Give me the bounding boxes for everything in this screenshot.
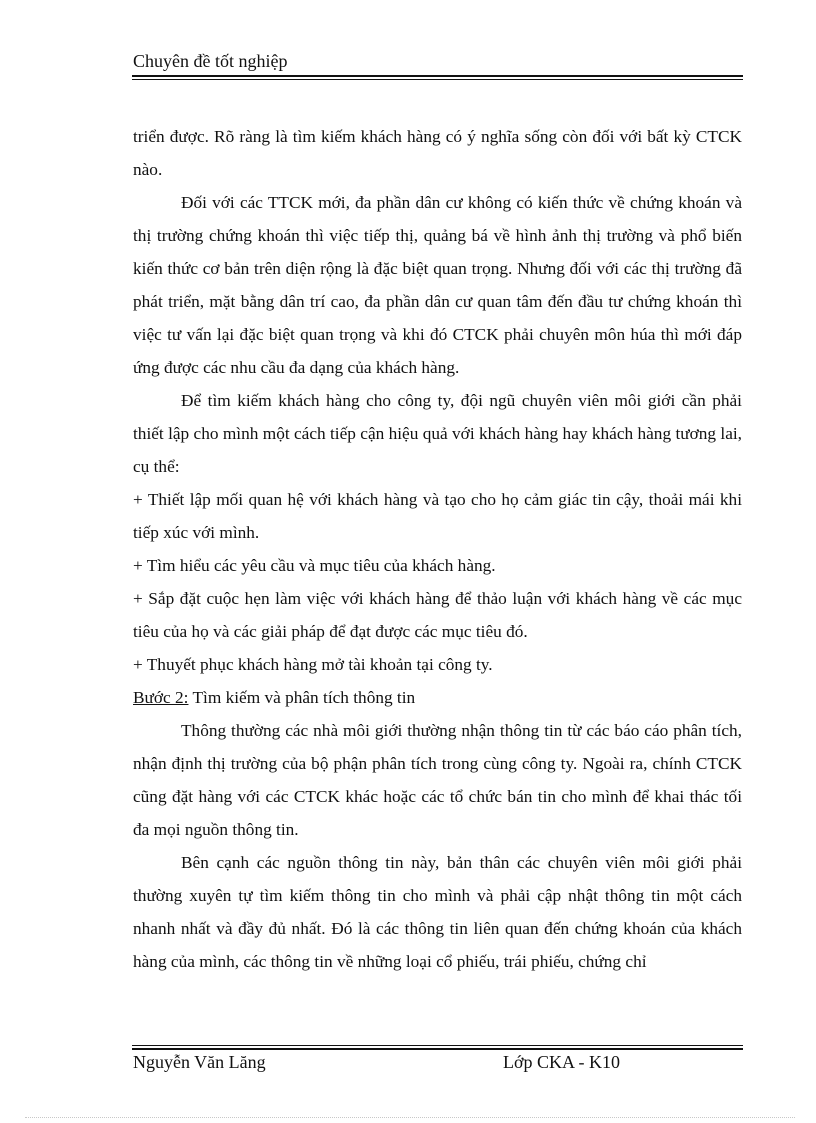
bullet-4: + Thuyết phục khách hàng mở tài khoản tại công ty. <box>133 655 493 674</box>
paragraph-3: Để tìm kiếm khách hàng cho công ty, đội ngũ chuyên viên môi giới cần phải thiết lập cho mình một cách tiếp cận hiệu quả với khách hàng hay khách hàng tương lai, cụ thể: <box>133 391 742 476</box>
paragraph-5: Bên cạnh các nguồn thông tin này, bản thân các chuyên viên môi giới phải thường xuyên tự tìm kiếm thông tin cho mình và phải cập nhật thông tin một cách nhanh nhất và đầy đủ nhất. Đó là các thông tin liên quan đến chứng khoán của khách hàng của mình, các thông tin về những loại cổ phiếu, trái phiếu, chứng chỉ <box>133 853 742 971</box>
bullet-2: + Tìm hiểu các yêu cầu và mục tiêu của khách hàng. <box>133 556 496 575</box>
footer-rule <box>132 1048 743 1050</box>
paragraph-1: triển được. Rõ ràng là tìm kiếm khách hàng có ý nghĩa sống còn đối với bất kỳ CTCK nào. <box>133 127 742 179</box>
footer-class: Lớp CKA - K10 <box>503 1052 621 1072</box>
bullet-1: + Thiết lập mối quan hệ với khách hàng và tạo cho họ cảm giác tin cậy, thoải mái khi tiếp xúc với mình. <box>133 490 742 542</box>
header-rule <box>132 75 743 77</box>
document-body <box>133 120 742 978</box>
section-heading-label: Bước 2: <box>133 688 189 707</box>
page-boundary <box>25 1117 795 1118</box>
section-heading <box>133 681 742 714</box>
bullet-3: + Sắp đặt cuộc hẹn làm việc với khách hàng để thảo luận với khách hàng về các mục tiêu của họ và các giải pháp để đạt được các mục tiêu đó. <box>133 589 742 641</box>
section-heading-text: Tìm kiếm và phân tích thông tin <box>188 688 416 707</box>
footer-author: Nguyễn Văn Lăng <box>133 1052 266 1072</box>
paragraph-4: Thông thường các nhà môi giới thường nhận thông tin từ các báo cáo phân tích, nhận định thị trường của bộ phận phân tích trong cùng công ty. Ngoài ra, chính CTCK cũng đặt hàng với các CTCK khác hoặc các tổ chức bán tin cho mình để khai thác tối đa mọi nguồn thông tin. <box>133 721 742 839</box>
page-header-title: Chuyên đề tốt nghiệp <box>133 51 288 71</box>
header-rule-thin <box>132 79 743 80</box>
footer-rule-thin <box>132 1045 743 1046</box>
paragraph-2: Đối với các TTCK mới, đa phần dân cư không có kiến thức về chứng khoán và thị trường chứng khoán thì việc tiếp thị, quảng bá về hình ảnh thị trường và phổ biến kiến thức cơ bản trên diện rộng là đặc biệt quan trọng. Nhưng đối với các thị trường đã phát triển, mặt bằng dân trí cao, đa phần dân cư quan tâm đến đầu tư chứng khoán thì việc tư vấn lại đặc biệt quan trọng và khi đó CTCK phải chuyên môn húa thì mới đáp ứng được các nhu cầu đa dạng của khách hàng. <box>133 193 742 377</box>
